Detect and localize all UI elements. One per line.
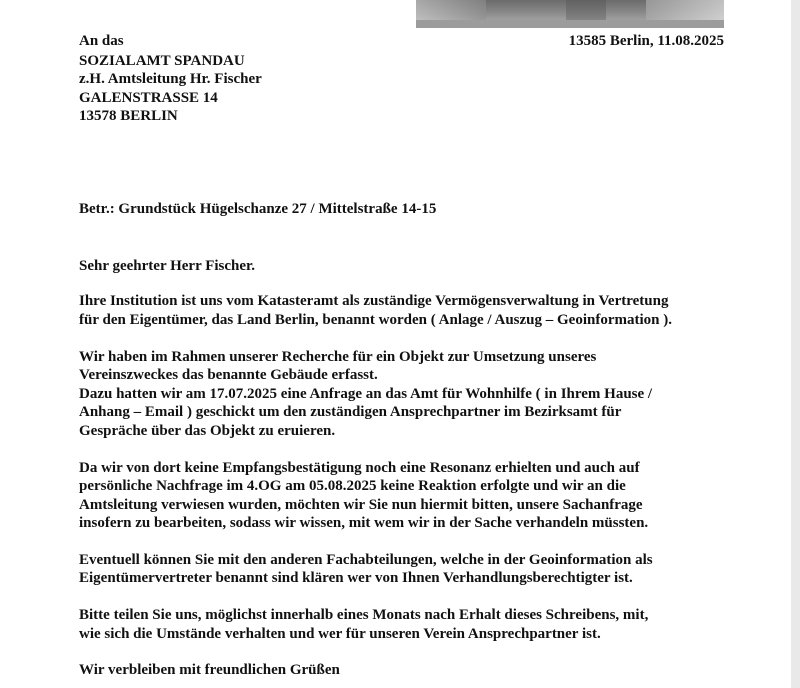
paragraph-2-line-2: Vereinszweckes das benannte Gebäude erfasst.: [79, 367, 378, 383]
recipient-line-3: z.H. Amtsleitung Hr. Fischer: [79, 71, 262, 87]
paragraph-5-line-2: wie sich die Umstände verhalten und wer für unseren Verein Ansprechpartner ist.: [79, 626, 601, 642]
recipient-line-5: 13578 BERLIN: [79, 108, 178, 124]
paragraph-1-line-2: für den Eigentümer, das Land Berlin, benannt worden ( Anlage / Auszug – Geoinformation ).: [79, 312, 672, 328]
closing-line: Wir verbleiben mit freundlichen Grüßen: [79, 662, 340, 678]
place-date: 13585 Berlin, 11.08.2025: [568, 33, 724, 49]
paragraph-2-line-3: Dazu hatten wir am 17.07.2025 eine Anfrage an das Amt für Wohnhilfe ( in Ihrem Hause /: [79, 386, 653, 402]
paragraph-2-line-1: Wir haben im Rahmen unserer Recherche für ein Objekt zur Umsetzung unseres: [79, 349, 597, 365]
subject-line: Betr.: Grundstück Hügelschanze 27 / Mittelstraße 14-15: [79, 201, 437, 217]
recipient-line-2: SOZIALAMT SPANDAU: [79, 53, 245, 69]
salutation: Sehr geehrter Herr Fischer.: [79, 258, 256, 274]
recipient-line-1: An das: [79, 33, 124, 49]
paragraph-3-line-2: persönliche Nachfrage im 4.OG am 05.08.2025 keine Reaktion erfolgte und wir an die: [79, 478, 626, 494]
paragraph-3-line-3: Amtsleitung verwiesen wurden, möchten wir Sie nun hiermit bitten, unsere Sachanfrage: [79, 497, 643, 513]
paragraph-1-line-1: Ihre Institution ist uns vom Katasteramt als zuständige Vermögensverwaltung in Vertretung: [79, 293, 669, 309]
paragraph-4-line-2: Eigentümervertreter benannt sind klären wer von Ihnen Verhandlungsberechtigter ist.: [79, 570, 633, 586]
paragraph-3-line-4: insofern zu bearbeiten, sodass wir wissen, mit wem wir in der Sache verhandeln müssten.: [79, 515, 649, 531]
header-photo: [416, 0, 724, 28]
page-gutter: [791, 0, 800, 688]
paragraph-4-line-1: Eventuell können Sie mit den anderen Fachabteilungen, welche in der Geoinformation als: [79, 552, 653, 568]
paragraph-2-line-5: Gespräche über das Objekt zu eruieren.: [79, 423, 336, 439]
recipient-line-4: GALENSTRASSE 14: [79, 90, 218, 106]
paragraph-2-line-4: Anhang – Email ) geschickt um den zuständigen Ansprechpartner im Bezirksamt für: [79, 404, 622, 420]
paragraph-5-line-1: Bitte teilen Sie uns, möglichst innerhalb eines Monats nach Erhalt dieses Schreibens, mit,: [79, 607, 649, 623]
paragraph-3-line-1: Da wir von dort keine Empfangsbestätigung noch eine Resonanz erhielten und auch auf: [79, 460, 640, 476]
